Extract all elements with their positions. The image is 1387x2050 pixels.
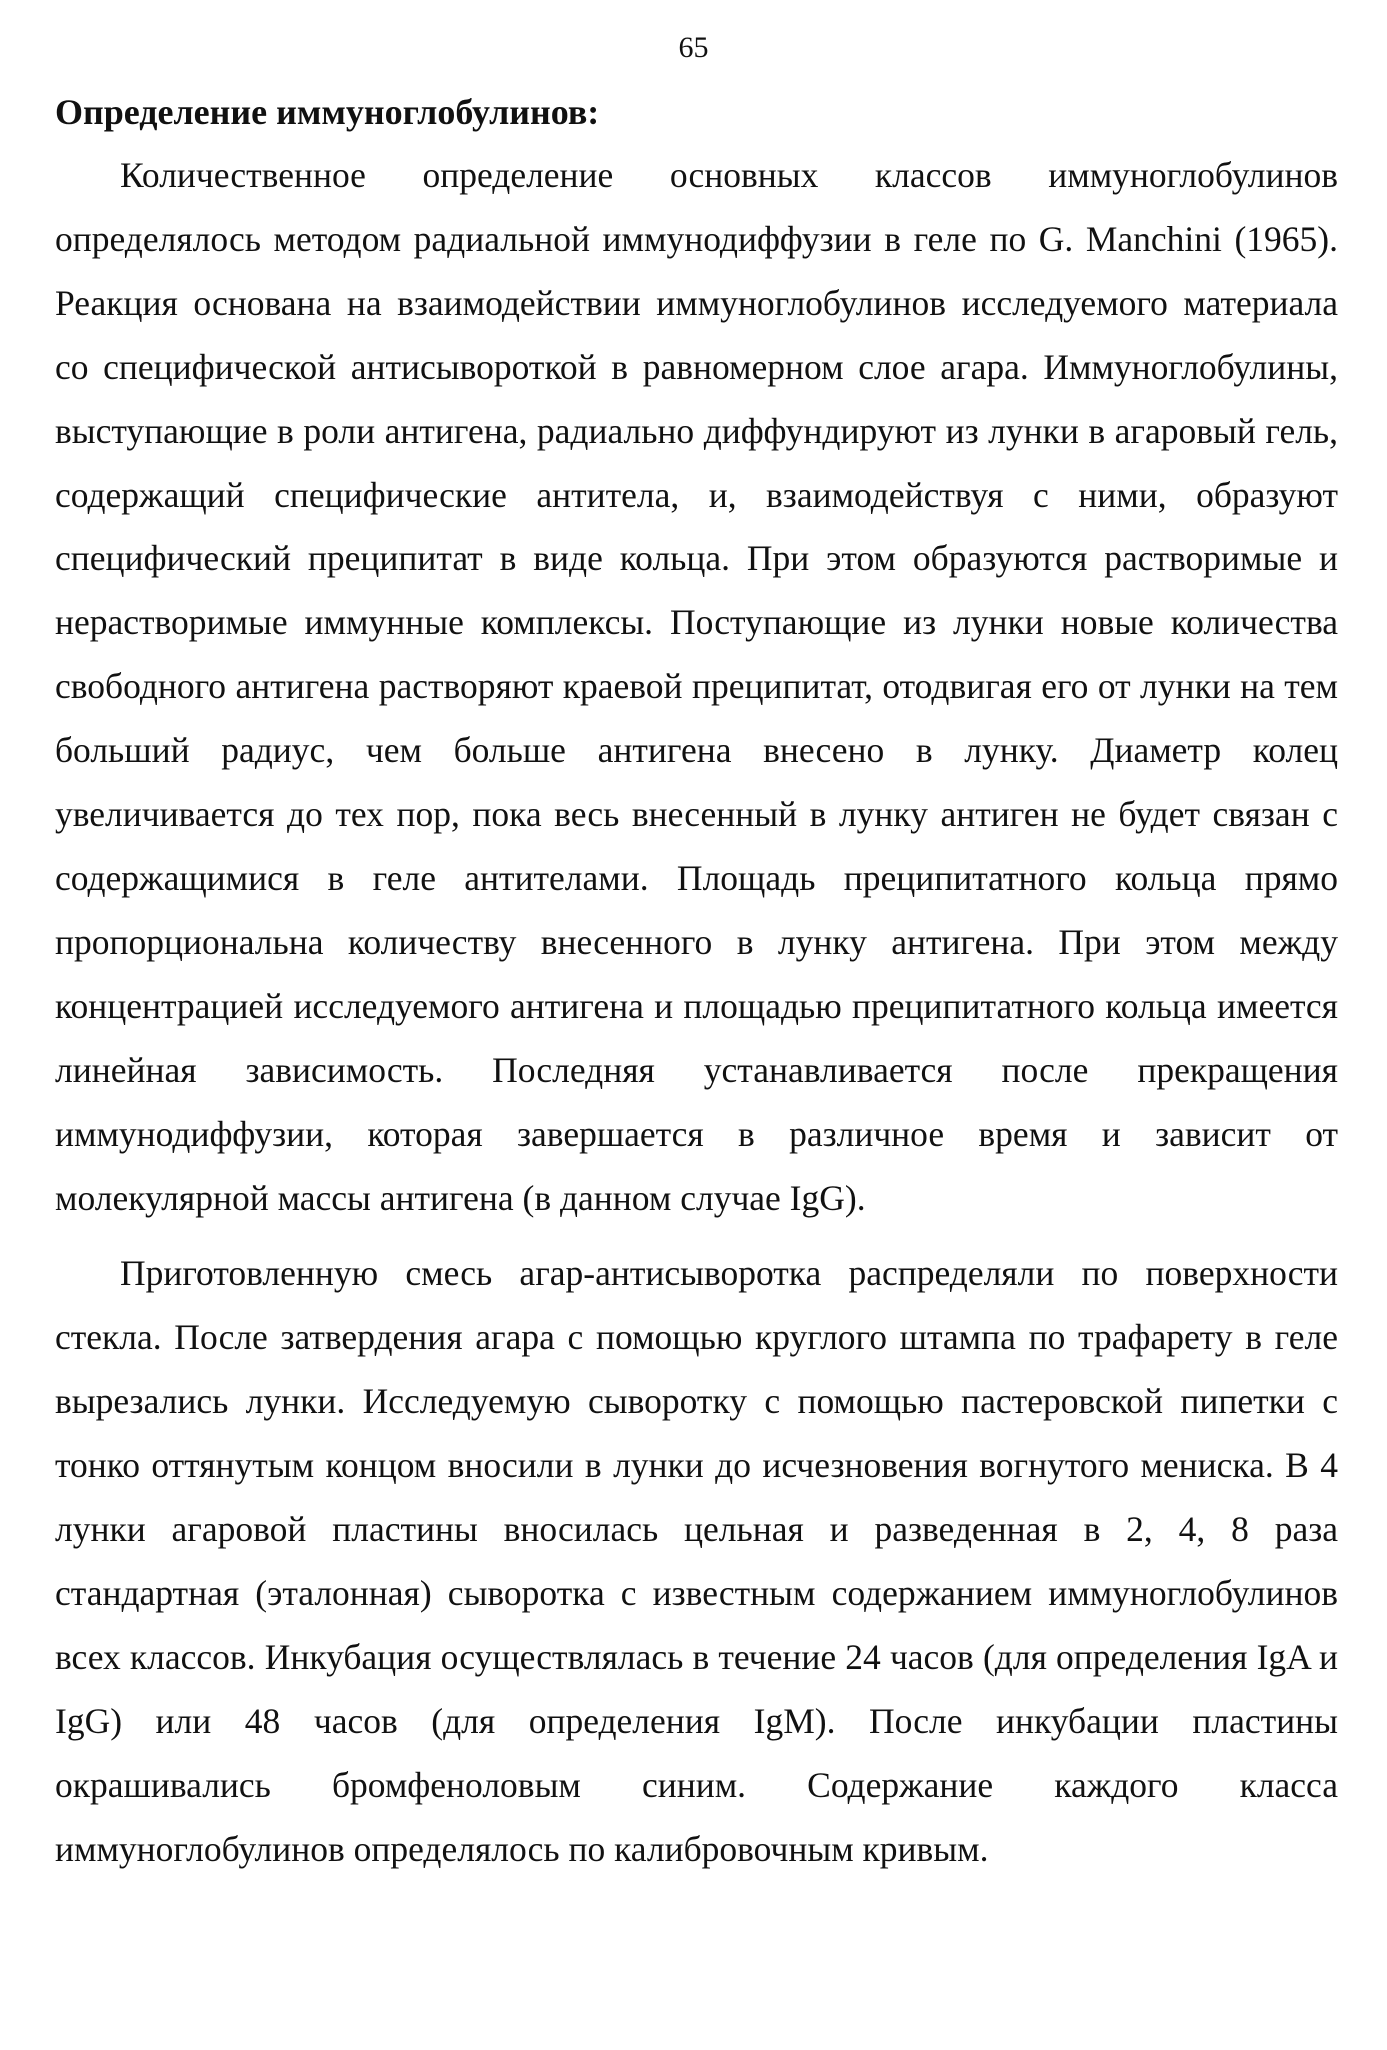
paragraph-2: Приготовленную смесь агар-антисыворотка распределяли по поверхности стекла. После затвердения агара с помощью круглого штампа по трафарету в геле вырезались лунки. Исследуемую сыворотку с помощью пастеровской пипетки с тонко оттянутым концом вносили в лунки до исчезновения вогнутого мениска. В 4 лунки агаровой пластины вносилась цельная и разведенная в 2, 4, 8 раза стандартная (эталонная) сыворотка с известным содержанием иммуноглобулинов всех классов. Инкубация осуществлялась в течение 24 часов (для определения IgA и IgG) или 48 часов (для определения IgM). После инкубации пластины окрашивались бромфеноловым синим. Содержание каждого класса иммуноглобулинов определялось по калибровочным кривым. [55,1253,1338,1869]
page-number: 65 [678,31,709,64]
page-content [55,84,1338,1881]
section-heading: Определение иммуноглобулинов: [55,92,600,132]
paragraph-1: Количественное определение основных классов иммуноглобулинов определялось методом радиальной иммунодиффузии в геле по G. Manchini (1965). Реакция основана на взаимодействии иммуноглобулинов исследуемого материала со специфической антисывороткой в равномерном слое агара. Иммуноглобулины, выступающие в роли антигена, радиально диффундируют из лунки в агаровый гель, содержащий специфические антитела, и, взаимодействуя с ними, образуют специфический преципитат в виде кольца. При этом образуются растворимые и нерастворимые иммунные комплексы. Поступающие из лунки новые количества свободного антигена растворяют краевой преципитат, отодвигая его от лунки на тем больший радиус, чем больше антигена внесено в лунку. Диаметр колец увеличивается до тех пор, пока весь внесенный в лунку антиген не будет связан с содержащимися в геле антителами. Площадь преципитатного кольца прямо пропорциональна количеству внесенного в лунку антигена. При этом между концентрацией исследуемого антигена и площадью преципитатного кольца имеется линейная зависимость. Последняя устанавливается после прекращения иммунодиффузии, которая завершается в различное время и зависит от молекулярной массы антигена (в данном случае IgG). [55,155,1338,1218]
